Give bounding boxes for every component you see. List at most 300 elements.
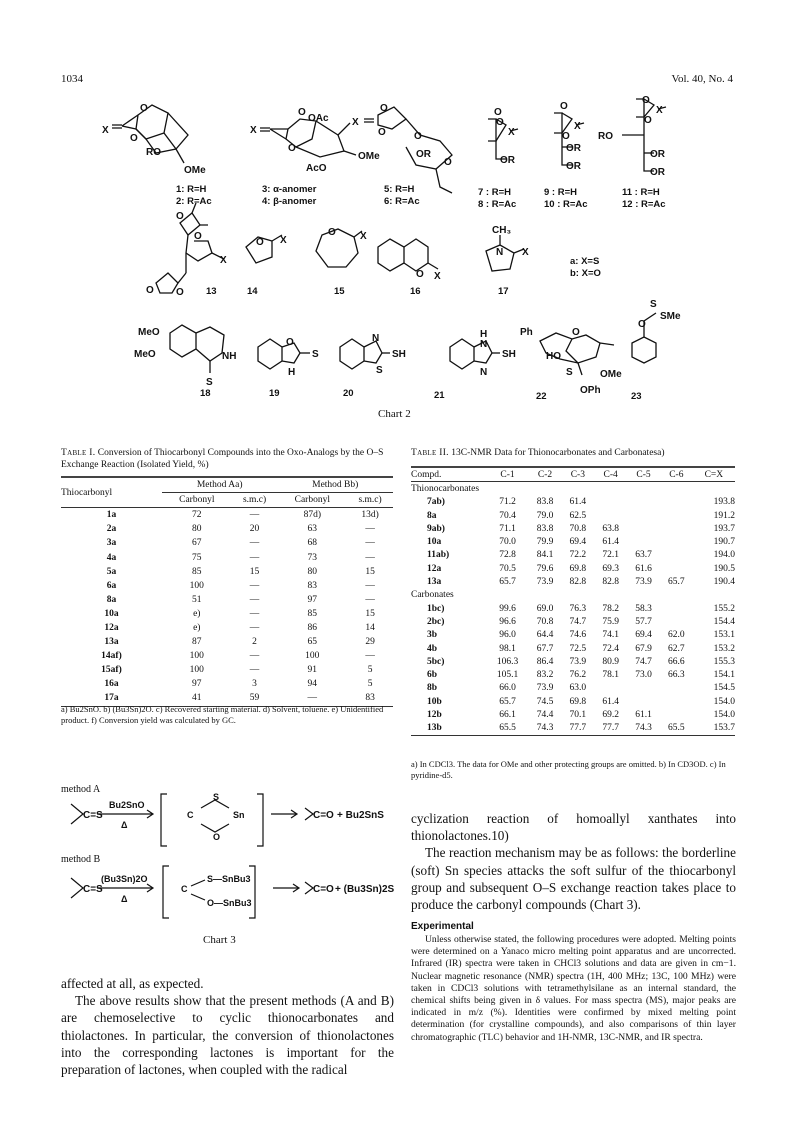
table2-footnote: a) In CDCl3. The data for OMe and other protecting groups are omitted. b) In CD3OD. c) In pyridine-d5.: [411, 759, 726, 780]
table2-cell: 79.0: [536, 510, 554, 521]
svg-text:CH₃: CH₃: [492, 225, 512, 236]
table1-cell: 15: [365, 608, 375, 619]
table2-cell: 72.4: [602, 643, 619, 654]
table2-cell: 74.3: [635, 723, 652, 734]
table2-cell-compound: 10b: [427, 696, 442, 707]
svg-text:OMe: OMe: [184, 165, 206, 176]
table2-cell: 70.1: [569, 709, 587, 720]
table2-cell: 71.2: [499, 497, 516, 508]
table2-cell: [660, 509, 693, 522]
table1-cell: 72: [192, 510, 202, 521]
label-5-6: 5: R=H 6: R=Ac: [384, 184, 420, 207]
table2-cell: 154.4: [713, 616, 735, 627]
label-11-12: 11 : R=H 12 : R=Ac: [622, 187, 666, 210]
table2-cell: 155.3: [713, 656, 735, 667]
structure-14: [246, 235, 282, 263]
table2-cell: 66.6: [668, 656, 685, 667]
table2-section-row: [411, 589, 735, 602]
table2-cell-compound: 4b: [427, 643, 438, 654]
table2-cell: 155.2: [713, 603, 735, 614]
table2-cell-compound: 10a: [427, 537, 442, 548]
svg-text:X: X: [360, 231, 367, 242]
table2-cell: 72.8: [499, 550, 516, 561]
table2-cell-compound: 12b: [427, 709, 442, 720]
table1-col-compound: Thiocarbonyl: [61, 487, 113, 498]
table2-row: [411, 562, 735, 575]
table2-row: [411, 682, 735, 695]
table2-cell: 190.4: [713, 577, 735, 588]
table2-cell: 74.4: [536, 709, 554, 720]
table1-cell-compound: 16a: [104, 679, 119, 690]
experimental-heading: Experimental: [411, 921, 474, 932]
table2-cell: 65.7: [499, 696, 516, 707]
label-1-2: 1: R=H 2: R=Ac: [176, 184, 212, 207]
table2-cell: 154.1: [713, 670, 735, 681]
table1-cell: 100: [189, 580, 204, 591]
table2-cell: 70.8: [536, 616, 554, 627]
svg-text:N: N: [372, 333, 380, 344]
table1-row: [61, 565, 393, 579]
table2-cell: 190.7: [713, 537, 735, 548]
table1-sub-sm-a: s.m.c): [242, 495, 267, 506]
table2-cell: 70.5: [499, 563, 516, 574]
table1-cell: 91: [307, 665, 318, 676]
label-22: 22: [536, 391, 547, 402]
label-15: 15: [334, 286, 345, 297]
table1-cell: 83: [365, 693, 375, 704]
table2-cell: 65.7: [499, 577, 516, 588]
svg-text:O: O: [176, 211, 184, 222]
table2-caption: Table II. 13C-NMR Data for Thionocarbonates and Carbonatesa): [411, 448, 665, 458]
table2-section-label: Carbonates: [411, 590, 454, 601]
svg-text:X: X: [508, 127, 515, 138]
table1-row: [61, 607, 393, 621]
table2-cell: [660, 549, 693, 562]
table2-cell-compound: 6b: [427, 670, 438, 681]
table2-header: C=X: [704, 469, 724, 480]
table1-cell-compound: 4a: [106, 552, 117, 563]
table2-cell: [660, 695, 693, 708]
table2-cell: 63.0: [569, 683, 587, 694]
svg-text:SH: SH: [502, 349, 516, 360]
table2-cell-compound: 13a: [427, 577, 442, 588]
table1-cell: 5: [367, 665, 373, 676]
svg-text:C: C: [181, 884, 188, 894]
table2-cell: 70.0: [499, 537, 516, 548]
table1-caption: Table I. Conversion of Thiocarbonyl Compounds into the Oxo-Analogs by the O–S Exchange Reaction (Isolated Yield, %): [61, 448, 384, 470]
table2-cell: 67.7: [536, 643, 554, 654]
table1-sub-carbonyl-a: Carbonyl: [179, 495, 215, 506]
left-para-1: affected at all, as expected.: [61, 976, 204, 991]
svg-text:N: N: [480, 367, 488, 378]
table2-row: [411, 509, 735, 522]
table1-row: [61, 593, 393, 607]
table1-cell: —: [365, 524, 375, 535]
table1-cell-compound: 14af): [101, 651, 122, 662]
chart3-method-b-label: method B: [61, 854, 101, 865]
table2-cell: 61.4: [602, 696, 619, 707]
table2-header: C-5: [636, 469, 651, 480]
table1-cell: 14: [365, 622, 375, 633]
chart3-reagent-b: (Bu3Sn)2O: [101, 874, 148, 884]
table2-header: C-1: [500, 469, 515, 480]
table2-cell-compound: 9ab): [427, 523, 445, 534]
svg-text:X: X: [280, 235, 287, 246]
table1-cell: e): [193, 622, 201, 633]
svg-text:O: O: [414, 131, 422, 142]
table2-cell: 74.7: [569, 616, 587, 627]
table1-row: [61, 635, 393, 649]
table1-cell: 68: [307, 538, 318, 549]
table2-cell: 65.5: [668, 723, 685, 734]
table2-cell: 61.4: [569, 497, 587, 508]
svg-text:X: X: [574, 121, 581, 132]
table1-cell: 80: [192, 524, 202, 535]
table2-cell: 73.9: [635, 577, 652, 588]
table2-cell: 74.7: [635, 656, 652, 667]
table1-row: [61, 508, 393, 523]
table2-cell: 77.7: [569, 723, 587, 734]
table2-cell: 153.1: [713, 630, 735, 641]
table2-row: [411, 668, 735, 681]
svg-text:S: S: [376, 365, 383, 376]
table2-cell: 73.9: [536, 577, 554, 588]
table2-row: [411, 496, 735, 509]
table1-cell-compound: 2a: [106, 524, 117, 535]
table1-cell: —: [307, 693, 318, 704]
table2-cell: 57.7: [635, 616, 652, 627]
table1-cell-compound: 13a: [104, 637, 119, 648]
table2-cell: 69.2: [602, 709, 619, 720]
table1-row: [61, 649, 393, 663]
table1-sub-carbonyl-b: Carbonyl: [294, 495, 330, 506]
table2-cell: 96.6: [499, 616, 516, 627]
table1-cell: 3: [252, 679, 257, 690]
svg-text:OMe: OMe: [600, 369, 622, 380]
label-14: 14: [247, 286, 258, 297]
table1-cell-compound: 5a: [106, 566, 117, 577]
left-column-text: [61, 975, 394, 1078]
table2-cell: 96.0: [499, 630, 516, 641]
table1-cell: 100: [305, 651, 320, 662]
table2-cell: 61.1: [635, 709, 652, 720]
table2-cell: 62.0: [668, 630, 685, 641]
table2-cell: 80.9: [602, 656, 619, 667]
svg-text:OR: OR: [566, 143, 581, 154]
svg-text:O: O: [140, 103, 148, 114]
table2-cell: 73.0: [635, 670, 652, 681]
table2-cell: [660, 535, 693, 548]
table1-row: [61, 621, 393, 635]
label-17: 17: [498, 286, 509, 297]
svg-text:O: O: [328, 227, 336, 238]
table2-cell: 62.7: [668, 643, 685, 654]
label-16: 16: [410, 286, 421, 297]
table2-cell: 76.2: [569, 670, 587, 681]
right-para-2: The reaction mechanism may be as follows: the borderline (soft) Sn species attacks the soft sulfur of the thiocarbonyl group and subsequent O–S exchange reaction takes place to produce the carbonyl compounds (Chart 3).: [411, 845, 736, 913]
table2-cell: 66.3: [668, 670, 685, 681]
table1-cell: e): [193, 608, 201, 619]
table2-row: [411, 722, 735, 736]
svg-text:X: X: [656, 105, 663, 116]
table1-cell: 20: [249, 524, 260, 535]
table1-cell: 59: [249, 693, 260, 704]
svg-text:O: O: [130, 133, 138, 144]
table2-cell-compound: 12a: [427, 563, 442, 574]
table2-cell-compound: 1bc): [427, 603, 445, 614]
svg-text:O: O: [380, 103, 388, 114]
table2-cell: 69.8: [569, 696, 587, 707]
table1-cell-compound: 10a: [104, 608, 119, 619]
table2-cell: 79.6: [536, 563, 554, 574]
table2-row: [411, 695, 735, 708]
table2-row: [411, 535, 735, 548]
svg-text:MeO: MeO: [134, 349, 156, 360]
svg-text:O: O: [146, 285, 154, 296]
table1-cell: 73: [307, 552, 318, 563]
table2-cell: 61.4: [602, 537, 619, 548]
table2-cell: [660, 562, 693, 575]
table1-cell: —: [249, 580, 260, 591]
svg-text:O: O: [638, 319, 646, 330]
svg-text:O: O: [416, 269, 424, 280]
table1-cell: —: [249, 622, 260, 633]
table1-cell: —: [249, 510, 260, 521]
table2-cell: [660, 522, 693, 535]
table2-cell: [627, 682, 660, 695]
label-19: 19: [269, 388, 280, 399]
table2-cell: 77.7: [602, 723, 619, 734]
table1-cell: 15: [365, 566, 375, 577]
table2-cell: 83.8: [536, 497, 554, 508]
table2-row: [411, 615, 735, 628]
svg-text:AcO: AcO: [306, 163, 327, 174]
table2-cell: 62.5: [569, 510, 587, 521]
table1-cell: 100: [189, 651, 204, 662]
table2-row: [411, 655, 735, 668]
table2-cell-compound: 13b: [427, 723, 442, 734]
table2-cell: 73.9: [536, 683, 554, 694]
table1-cell-compound: 15af): [101, 665, 122, 676]
table2-cell: 74.5: [536, 696, 554, 707]
table2-cell: 65.7: [668, 577, 685, 588]
table1-cell: 29: [365, 637, 375, 648]
table1-row: [61, 550, 393, 564]
chart3-delta-a: Δ: [121, 820, 128, 830]
table2-cell: 72.5: [569, 643, 587, 654]
table2-cell: [660, 682, 693, 695]
table1-cell: —: [365, 651, 375, 662]
table2-cell: 154.0: [713, 696, 735, 707]
svg-text:RO: RO: [598, 131, 613, 142]
table2-cell: 84.1: [536, 550, 554, 561]
table2-cell: 71.1: [499, 523, 516, 534]
table1-cell: —: [249, 651, 260, 662]
table2-cell: [660, 496, 693, 509]
table2-header: C-6: [669, 469, 684, 480]
table2-cell: 82.8: [569, 577, 587, 588]
table2-cell: [660, 602, 693, 615]
table2-cell: [660, 708, 693, 721]
svg-text:O: O: [286, 337, 294, 348]
chart3-co-a: C=O: [313, 810, 334, 821]
svg-text:OR: OR: [566, 161, 581, 172]
page-number: 1034: [61, 73, 83, 85]
table2-cell: [627, 509, 660, 522]
table2-header: C-2: [537, 469, 553, 480]
svg-text:O: O: [642, 95, 650, 106]
journal-volume: Vol. 40, No. 4: [671, 73, 733, 85]
svg-text:O: O: [288, 143, 296, 154]
svg-text:O: O: [644, 115, 652, 126]
table2-cell: 74.1: [602, 630, 619, 641]
svg-text:SH: SH: [392, 349, 406, 360]
table1-cell: 97: [192, 679, 202, 690]
structure-13: [156, 203, 224, 293]
chart3-caption: Chart 3: [203, 934, 236, 946]
label-18: 18: [200, 388, 211, 399]
table1-cell: 94: [307, 679, 318, 690]
svg-text:O: O: [496, 117, 504, 128]
svg-text:OR: OR: [416, 149, 431, 160]
svg-text:O: O: [194, 231, 202, 242]
table2-cell-compound: 8a: [427, 510, 437, 521]
table2-cell: 69.8: [569, 563, 587, 574]
table1-footnote: a) Bu2SnO. b) (Bu3Sn)2O. c) Recovered starting material. d) Solvent, toluene. e) Unidentified product. f) Conversion yield was calculated by GC.: [61, 704, 384, 725]
svg-text:X: X: [102, 125, 109, 136]
table2-cell: 86.4: [536, 656, 554, 667]
structure-15: [316, 229, 362, 267]
table2-cell: 66.0: [499, 683, 516, 694]
structure-21: [450, 339, 500, 369]
svg-text:O: O: [176, 287, 184, 298]
table1-row: [61, 522, 393, 536]
table1-cell: —: [365, 594, 375, 605]
table2-cell: 73.9: [569, 656, 587, 667]
svg-text:O: O: [378, 127, 386, 138]
table2-cell-compound: 7ab): [427, 497, 445, 508]
table1-cell: —: [249, 538, 260, 549]
table2-cell: 63.7: [635, 550, 652, 561]
chart3-cs-a: C=S: [83, 810, 103, 821]
table2-cell: 72.1: [602, 550, 619, 561]
right-column-text: [411, 810, 736, 913]
svg-text:X: X: [250, 125, 257, 136]
table2-cell: 69.3: [602, 563, 619, 574]
label-7-8: 7 : R=H 8 : R=Ac: [478, 187, 517, 210]
table1-cell: 75: [192, 552, 202, 563]
table2-row: [411, 575, 735, 588]
right-para-1: cyclization reaction of homoallyl xanthates into thionolactones.10): [411, 811, 736, 844]
table2-cell: 76.3: [569, 603, 587, 614]
table1-cell-compound: 6a: [106, 580, 117, 591]
table2-cell: 63.8: [602, 523, 619, 534]
table2-cell: 82.8: [602, 577, 619, 588]
svg-text:X: X: [352, 117, 359, 128]
table1-cell: 100: [189, 665, 204, 676]
table2-header: C-4: [603, 469, 618, 480]
left-para-2: The above results show that the present methods (A and B) are chemoselective to cyclic thionocarbonates and thiolactones. In particular, the conversion of thionolactones into the corresponding lactones is important for the preparation of lactones, when coupled with the radical: [61, 993, 394, 1078]
table1-cell: —: [365, 538, 375, 549]
table2-cell: 69.4: [569, 537, 587, 548]
table2-cell: 154.0: [713, 709, 735, 720]
svg-text:X: X: [220, 255, 227, 266]
table2-cell: 75.9: [602, 616, 619, 627]
svg-text:OMe: OMe: [358, 151, 380, 162]
table2-cell: 154.5: [713, 683, 735, 694]
chart3-reagent-a: Bu2SnO: [109, 800, 145, 810]
table1-cell-compound: 12a: [104, 622, 119, 633]
label-20: 20: [343, 388, 354, 399]
table1-cell-compound: 3a: [106, 538, 117, 549]
table2-cell: 74.6: [569, 630, 587, 641]
table2-cell: [627, 496, 660, 509]
table2-cell: 105.1: [496, 670, 519, 681]
svg-text:C: C: [187, 810, 194, 820]
svg-text:O: O: [494, 107, 502, 118]
table2-cell: 194.0: [713, 550, 735, 561]
table2-cell: 70.8: [569, 523, 587, 534]
structure-18: [170, 325, 224, 373]
table2-header: C-3: [570, 469, 585, 480]
svg-text:S: S: [650, 299, 657, 310]
table1-cell: 97: [307, 594, 318, 605]
table2-cell: 78.1: [602, 670, 619, 681]
table1-cell: —: [249, 665, 260, 676]
svg-text:OAc: OAc: [308, 113, 329, 124]
table1-cell: —: [249, 552, 260, 563]
table2-section-row: [411, 482, 735, 496]
table2-cell: 98.1: [499, 643, 516, 654]
table2-cell: 153.2: [713, 643, 735, 654]
table1-cell: —: [365, 552, 375, 563]
structure-17: [486, 235, 524, 271]
table2-row: [411, 522, 735, 535]
chart3-product-b: + (Bu3Sn)2S: [335, 884, 395, 895]
svg-text:H: H: [288, 367, 296, 378]
chart3-s-snbu3: S—SnBu3: [207, 874, 251, 884]
table2-cell: 83.2: [536, 670, 554, 681]
table2-cell: 69.0: [536, 603, 554, 614]
table2-cell: [627, 535, 660, 548]
svg-text:O: O: [213, 832, 221, 842]
chart3-cs-b: C=S: [83, 884, 103, 895]
structure-3-4: [260, 119, 356, 157]
label-9-10: 9 : R=H 10 : R=Ac: [544, 187, 588, 210]
svg-text:X: X: [434, 271, 441, 282]
chart3-co-b: C=O: [313, 884, 334, 895]
svg-text:SMe: SMe: [660, 311, 681, 322]
table1-cell-compound: 17a: [104, 693, 119, 704]
table2-cell: [594, 496, 627, 509]
table2-cell-compound: 2bc): [427, 616, 445, 627]
chart2-structures: [60, 95, 740, 405]
table2-cell: [594, 682, 627, 695]
table1-cell: 80: [307, 566, 318, 577]
table1-cell: 83: [307, 580, 318, 591]
table1-row: [61, 536, 393, 550]
table1-method-a: Method Aa): [162, 477, 278, 493]
table2-header: Compd.: [411, 469, 442, 480]
experimental-body: Unless otherwise stated, the following procedures were adopted. Melting points were determined on a Yanaco micro melting point apparatus and are uncorrected. Infrared (IR) spectra were taken in CHCl3 solutions and data are given in cm−1. Nuclear magnetic resonance (NMR) spectra (1H, 400 MHz; 13C, 100 MHz) were taken in CDCl3 solutions with tetramethylsilane as an internal standard, the chemical shifts being given in δ values. For mass spectra (MS), major peaks are indicated in m/z (%). Identities were confirmed by mixed melting point determination (for crystalline compounds), and also comparisons of thin layer chromatographic (TLC) behavior and 1H-NMR, 13C-NMR, and IR spectra.: [411, 934, 736, 1043]
chart2-caption: Chart 2: [378, 408, 411, 420]
table2-cell: 66.1: [499, 709, 516, 720]
svg-text:OPh: OPh: [580, 385, 601, 396]
svg-text:OR: OR: [650, 149, 665, 160]
table2-cell: [660, 615, 693, 628]
table2-cell: 61.6: [635, 563, 652, 574]
label-key: a: X=S b: X=O: [570, 256, 601, 279]
